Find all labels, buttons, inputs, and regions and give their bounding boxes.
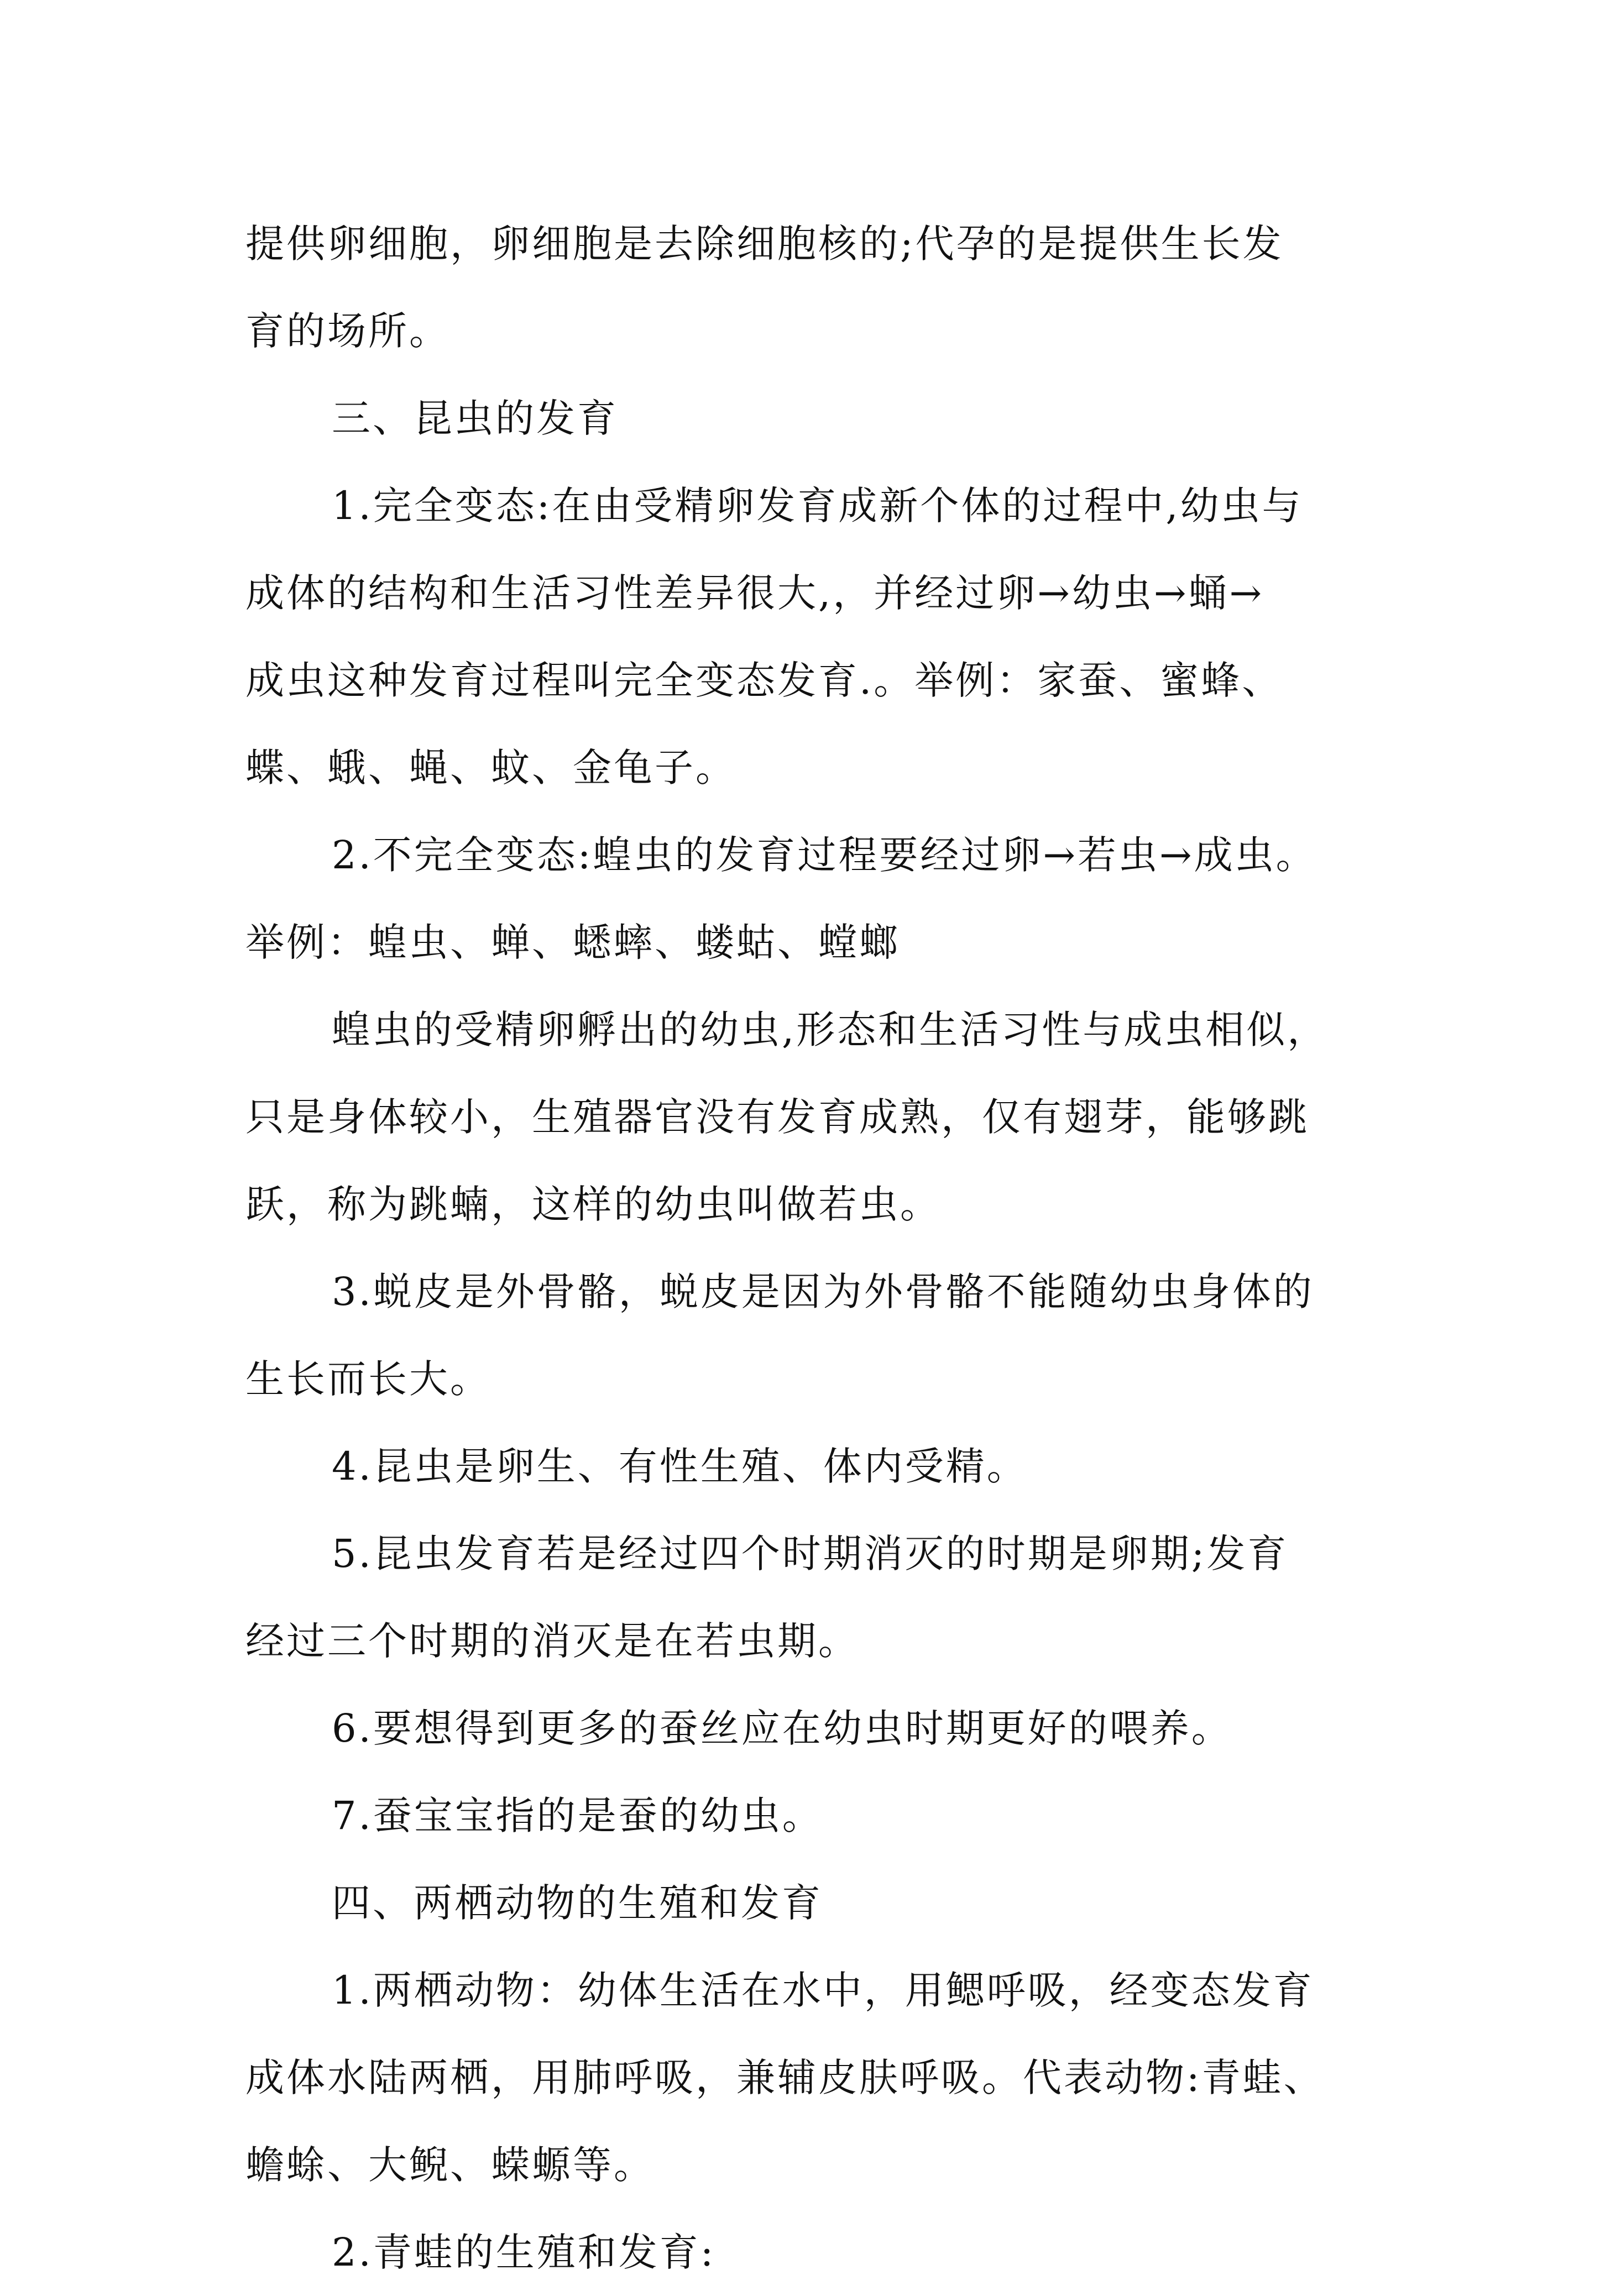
text-line: 育的场所。 (245, 308, 450, 354)
text-line: 蝶、蛾、蝇、蚊、金龟子。 (245, 745, 736, 790)
text-line: 成体的结构和生活习性差异很大,，并经过卵→幼虫→蛹→ (245, 570, 1264, 616)
text-line: 1.完全变态:在由受精卵发育成新个体的过程中,幼虫与 (332, 483, 1303, 528)
document-body (245, 200, 1373, 2296)
text-line: 提供卵细胞，卵细胞是去除细胞核的;代孕的是提供生长发 (245, 221, 1284, 266)
text-line: 举例：蝗虫、蝉、蟋蟀、蝼蛄、螳螂 (245, 920, 900, 965)
text-line: 只是身体较小，生殖器官没有发育成熟，仅有翅芽，能够跳 (245, 1094, 1309, 1140)
text-line: 4.昆虫是卵生、有性生殖、体内受精。 (332, 1444, 1028, 1489)
text-line: 成体水陆两栖，用肺呼吸，兼辅皮肤呼吸。代表动物:青蛙、 (245, 2055, 1325, 2100)
text-line: 跃，称为跳蝻，这样的幼虫叫做若虫。 (245, 1182, 941, 1227)
text-line: 1.两栖动物：幼体生活在水中，用鳃呼吸，经变态发育 (332, 1968, 1314, 2013)
section-heading: 三、昆虫的发育 (332, 396, 618, 441)
text-line: 5.昆虫发育若是经过四个时期消灭的时期是卵期;发育 (332, 1531, 1289, 1576)
text-line: 6.要想得到更多的蚕丝应在幼虫时期更好的喂养。 (332, 1706, 1232, 1751)
text-line: 3.蜕皮是外骨骼，蜕皮是因为外骨骼不能随幼虫身体的 (332, 1269, 1314, 1314)
text-line: 蟾蜍、大鲵、蝾螈等。 (245, 2142, 655, 2188)
section-heading: 四、两栖动物的生殖和发育 (332, 1880, 823, 1926)
text-line: 2.青蛙的生殖和发育: (332, 2230, 716, 2275)
text-line: 2.不完全变态:蝗虫的发育过程要经过卵→若虫→成虫。 (332, 832, 1317, 878)
text-line: 生长而长大。 (245, 1356, 491, 1402)
text-line: 蝗虫的受精卵孵出的幼虫,形态和生活习性与成虫相似， (332, 1007, 1329, 1052)
text-line: 7.蚕宝宝指的是蚕的幼虫。 (332, 1793, 823, 1838)
text-line: 经过三个时期的消灭是在若虫期。 (245, 1618, 859, 1664)
text-line: 成虫这种发育过程叫完全变态发育.。举例：家蚕、蜜蜂、 (245, 658, 1283, 703)
